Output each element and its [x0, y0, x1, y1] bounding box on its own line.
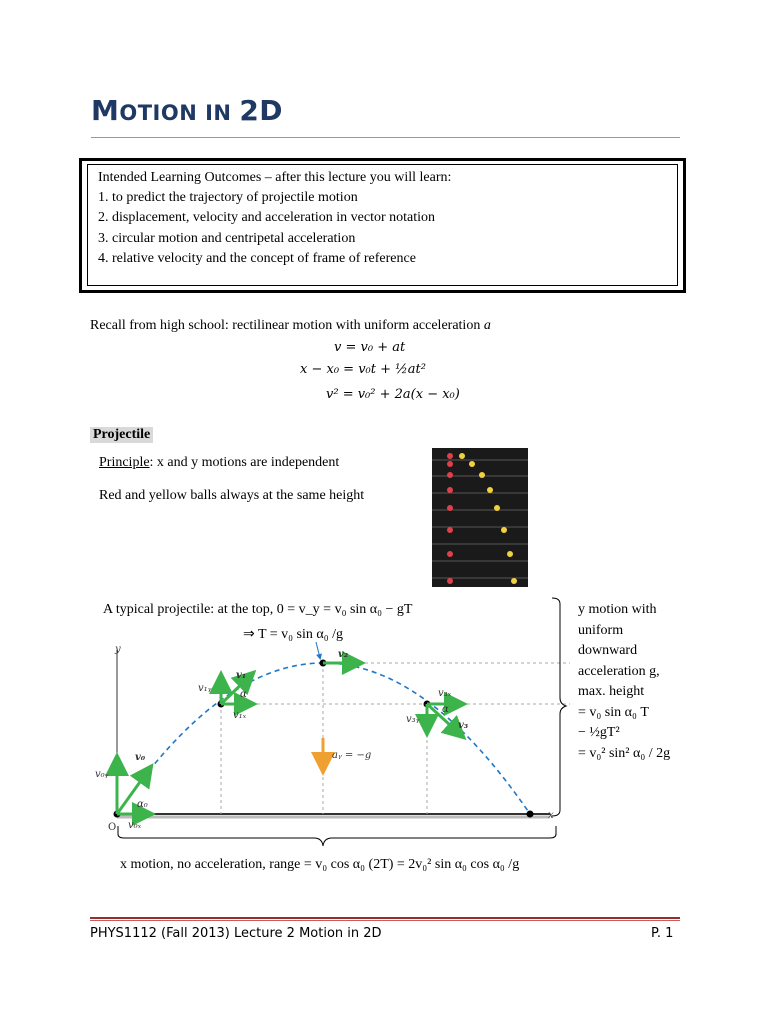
label-ay: aᵧ = −g: [332, 750, 372, 761]
outcome-item: 4. relative velocity and the concept of frame of reference: [98, 251, 416, 266]
page-title: MOTION IN 2D: [91, 94, 284, 127]
x-motion-text: x motion, no acceleration, range = v₀ cos α₀ (2T) = 2v₀² sin α₀ cos α₀ /g: [120, 857, 520, 872]
footer-divider: [90, 917, 680, 919]
y-bracket: [552, 598, 566, 816]
label-v1y: v₁ᵧ: [198, 683, 212, 694]
x-bracket: [118, 826, 556, 846]
label-v1x: v₁ₓ: [233, 710, 247, 721]
outcome-item: 2. displacement, velocity and acceleration in vector notation: [98, 210, 436, 225]
label-x-axis: x: [548, 810, 554, 821]
label-alpha0: α₀: [137, 799, 148, 810]
equation-velocity: v = v₀ + at: [334, 340, 406, 355]
label-v2: v₂: [338, 649, 349, 660]
learning-outcomes-box: [79, 158, 686, 293]
label-v3y: v₃ᵧ: [406, 714, 420, 725]
outcomes-intro: Intended Learning Outcomes – after this lecture you will learn:: [98, 170, 452, 185]
section-heading-projectile: Projectile: [90, 427, 153, 443]
title-divider: [91, 137, 680, 138]
recall-text: Recall from high school: rectilinear motion with uniform acceleration a: [90, 318, 491, 333]
time-to-top-equation: ⇒ T = v₀ sin α₀ /g: [243, 627, 343, 642]
equation-displacement: x − x₀ = v₀t + ½at²: [300, 362, 426, 377]
page-number: P. 1: [651, 926, 674, 941]
falling-balls-photo: [432, 448, 528, 587]
equation-velocity-squared: v² = v₀² + 2a(x − x₀): [326, 387, 460, 402]
label-v0y: v₀ᵧ: [95, 769, 109, 780]
y-motion-description: y motion with uniform downward acceleration g, max. height = v₀ sin α₀ T − ½gT² = v₀² sin² α₀ / 2g: [578, 602, 671, 761]
outcome-item: 1. to predict the trajectory of projectile motion: [98, 190, 358, 205]
typical-projectile-text: A typical projectile: at the top, 0 = v_y = v₀ sin α₀ − gT: [103, 602, 413, 617]
balls-text: Red and yellow balls always at the same height: [99, 488, 365, 503]
label-v1: v₁: [236, 670, 247, 681]
label-alpha3: α: [442, 704, 449, 715]
projectile-diagram: [90, 590, 590, 860]
label-v3: v₃: [458, 720, 469, 731]
label-y-axis: y: [115, 644, 121, 655]
label-v0x: v₀ₓ: [128, 820, 142, 831]
label-alpha1: α: [240, 689, 247, 700]
label-v0: v₀: [135, 752, 146, 763]
principle-text: Principle: x and y motions are independent: [99, 455, 340, 470]
footer-course: PHYS1112 (Fall 2013) Lecture 2 Motion in 2D: [90, 926, 382, 941]
label-v3x: v₃ₓ: [438, 688, 452, 699]
label-origin: O: [108, 822, 117, 833]
outcome-item: 3. circular motion and centripetal acceleration: [98, 231, 356, 246]
